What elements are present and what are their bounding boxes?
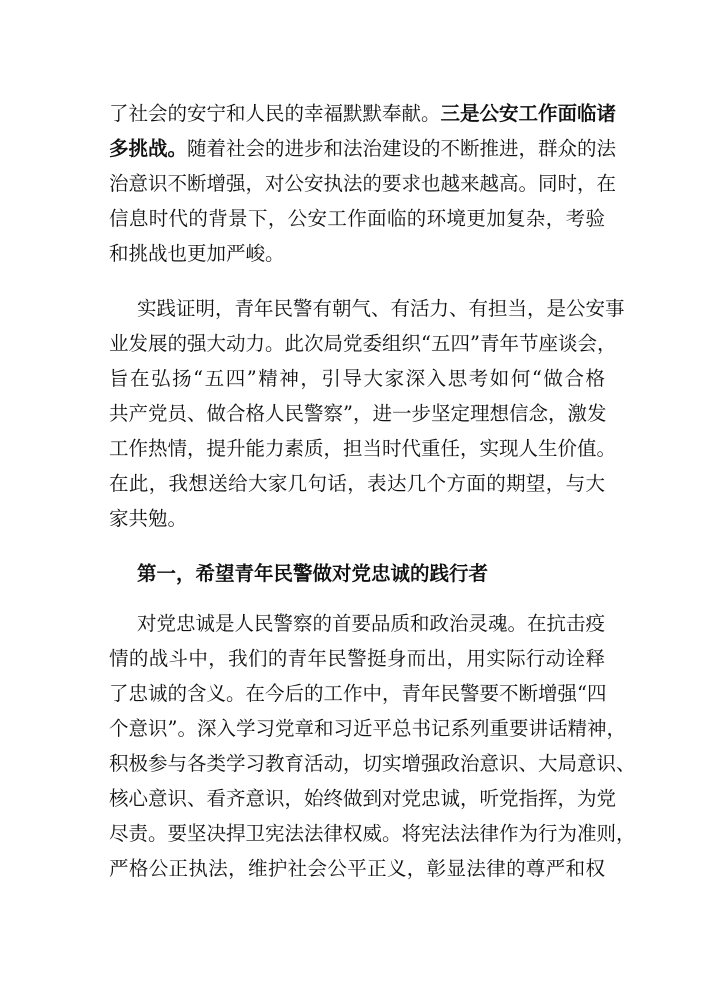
paragraph-1-line-2: [109, 137, 617, 161]
paragraph-1-line-5: 和挑战也更加严峻。: [109, 242, 285, 265]
paragraph-1-line-2-bold: 多挑战。: [109, 137, 188, 160]
paragraph-3-line-7: 尽责。要坚决捍卫宪法法律权威。将宪法法律作为行为准则，: [109, 822, 636, 845]
paragraph-1-line-3: 治意识不断增强，对公安执法的要求也越来越高。同时，在: [109, 172, 617, 195]
paragraph-1-line-1: [109, 102, 617, 126]
paragraph-3-line-4: 个意识”。深入学习党章和习近平总书记系列重要讲话精神，: [109, 717, 626, 740]
paragraph-1-line-1-bold: 三是公安工作面临诸: [440, 102, 617, 125]
paragraph-3-line-6: 核心意识、看齐意识，始终做到对党忠诚，听党指挥，为党: [109, 787, 617, 810]
paragraph-2-line-1: 实践证明，青年民警有朝气、有活力、有担当，是公安事: [137, 297, 625, 320]
paragraph-3-line-5: 积极参与各类学习教育活动，切实增强政治意识、大局意识、: [109, 752, 636, 775]
paragraph-2-line-6: 在此，我想送给大家几句话，表达几个方面的期望，与大: [109, 472, 605, 495]
paragraph-3-line-3: 了忠诚的含义。在今后的工作中，青年民警要不断增强“四: [109, 682, 607, 705]
paragraph-2-line-7: 家共勉。: [109, 507, 188, 530]
paragraph-2-line-4: 共产党员、做合格人民警察”，进一步坚定理想信念，激发: [109, 402, 607, 425]
paragraph-1-line-2-text: 随着社会的进步和法治建设的不断推进，群众的法: [187, 137, 617, 160]
paragraph-2-line-5: 工作热情，提升能力素质，担当时代重任，实现人生价值。: [109, 437, 617, 460]
paragraph-3-line-8: 严格公正执法，维护社会公平正义，彰显法律的尊严和权: [109, 857, 605, 880]
paragraph-1-line-4: 信息时代的背景下，公安工作面临的环境更加复杂，考验: [109, 207, 605, 230]
paragraph-1-line-1-text: 了社会的安宁和人民的幸福默默奉献。: [109, 102, 441, 125]
paragraph-3-line-1: 对党忠诚是人民警察的首要品质和政治灵魂。在抗击疫: [137, 612, 606, 635]
paragraph-2-line-3: 旨在弘扬“五四”精神，引导大家深入思考如何“做合格: [109, 367, 605, 390]
section-heading-1: 第一，希望青年民警做对党忠诚的践行者: [137, 562, 489, 585]
paragraph-3-line-2: 情的战斗中，我们的青年民警挺身而出，用实际行动诠释: [109, 647, 605, 670]
paragraph-2-line-2: 业发展的强大动力。此次局党委组织“五四”青年节座谈会，: [109, 332, 617, 355]
